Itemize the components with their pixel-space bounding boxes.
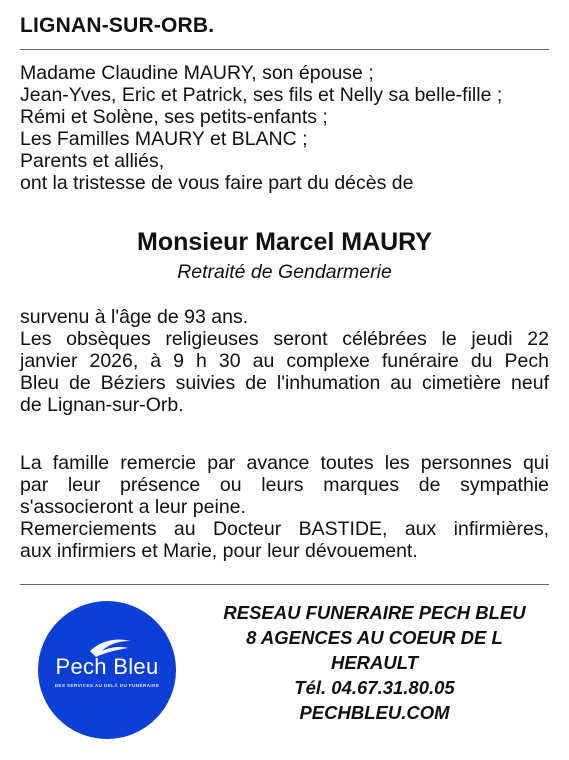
- agency-info: [200, 600, 549, 725]
- agency-website: PECHBLEU.COM: [299, 702, 450, 723]
- family-announcement: [20, 62, 549, 194]
- top-divider: [20, 49, 549, 50]
- thanks-line: par leur présence ou leurs marques de sympathie: [20, 474, 549, 496]
- thanks-message: [20, 452, 549, 562]
- thanks-line: aux infirmiers et Marie, pour leur dévouement.: [20, 540, 418, 562]
- family-line: Madame Claudine MAURY, son épouse ;: [20, 62, 374, 84]
- deceased-title: Retraité de Gendarmerie: [177, 261, 392, 283]
- funeral-details: [20, 306, 549, 416]
- thanks-line: s'associeront a leur peine.: [20, 496, 246, 518]
- family-line: Les Familles MAURY et BLANC ;: [20, 128, 308, 150]
- funeral-line: Les obsèques religieuses seront célébrées le jeudi 22: [20, 328, 549, 350]
- funeral-line: de Lignan-sur-Orb.: [20, 394, 184, 416]
- agency-line: 8 AGENCES AU COEUR DE L: [246, 627, 503, 648]
- family-line: ont la tristesse de vous faire part du décès de: [20, 172, 414, 194]
- deceased-name: Monsieur Marcel MAURY: [137, 228, 432, 256]
- family-line: Rémi et Solène, ses petits-enfants ;: [20, 106, 328, 128]
- agency-line: RESEAU FUNERAIRE PECH BLEU: [223, 602, 526, 623]
- agency-phone: Tél. 04.67.31.80.05: [294, 677, 455, 698]
- funeral-line: Bleu de Béziers suivies de l'inhumation au cimetière neuf: [20, 372, 549, 394]
- logo-brand: Pech Bleu: [55, 654, 159, 679]
- family-line: Parents et alliés,: [20, 150, 165, 172]
- town-heading: LIGNAN-SUR-ORB.: [20, 14, 215, 37]
- thanks-line: Remerciements au Docteur BASTIDE, aux infirmières,: [20, 518, 549, 540]
- bottom-divider: [20, 584, 549, 585]
- funeral-line: survenu à l'âge de 93 ans.: [20, 306, 249, 328]
- family-line: Jean-Yves, Eric et Patrick, ses fils et Nelly sa belle-fille ;: [20, 84, 503, 106]
- agency-line: HERAULT: [330, 652, 418, 673]
- pech-bleu-logo: [38, 601, 176, 739]
- logo-tagline: DES SERVICES AU DELÀ DU FUNÉRAIRE: [54, 683, 160, 688]
- thanks-line: La famille remercie par avance toutes les personnes qui: [20, 452, 549, 474]
- funeral-line: janvier 2026, à 9 h 30 au complexe funéraire du Pech: [20, 350, 549, 372]
